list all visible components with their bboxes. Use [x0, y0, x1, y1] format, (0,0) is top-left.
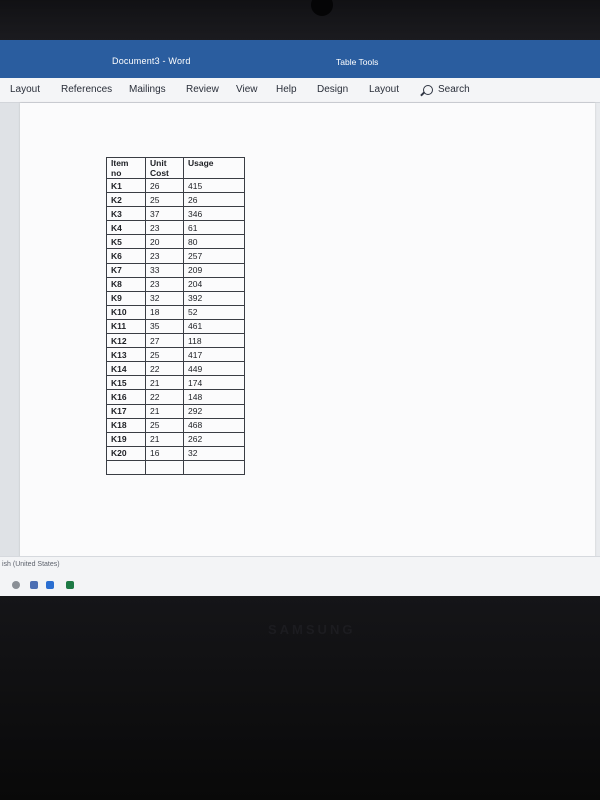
- table-row[interactable]: [107, 432, 245, 446]
- table-row[interactable]: [107, 291, 245, 305]
- cell-item[interactable]: [107, 460, 146, 474]
- cell-item[interactable]: K16: [107, 390, 146, 404]
- tab-help[interactable]: Help: [276, 84, 297, 95]
- search-tab[interactable]: Search: [438, 84, 470, 95]
- cell-usage[interactable]: 174: [184, 376, 245, 390]
- cell-usage[interactable]: 449: [184, 362, 245, 376]
- cell-cost[interactable]: 33: [146, 263, 184, 277]
- cell-cost[interactable]: 22: [146, 390, 184, 404]
- cell-item[interactable]: K14: [107, 362, 146, 376]
- inventory-table[interactable]: [106, 157, 245, 475]
- cell-cost[interactable]: 26: [146, 179, 184, 193]
- left-margin-strip: [0, 103, 20, 596]
- cell-cost[interactable]: 25: [146, 418, 184, 432]
- document-title: Document3 - Word: [112, 56, 191, 66]
- cell-usage[interactable]: 468: [184, 418, 245, 432]
- cell-usage[interactable]: 415: [184, 179, 245, 193]
- table-row[interactable]: [107, 221, 245, 235]
- cell-cost[interactable]: 23: [146, 221, 184, 235]
- table-row[interactable]: [107, 404, 245, 418]
- cell-usage[interactable]: 26: [184, 193, 245, 207]
- edge-icon[interactable]: [12, 581, 20, 589]
- table-row[interactable]: [107, 263, 245, 277]
- status-bar: [0, 556, 600, 597]
- document-area: [0, 103, 600, 596]
- tab-references[interactable]: References: [61, 84, 113, 95]
- cell-item[interactable]: K11: [107, 319, 146, 333]
- cell-cost[interactable]: 32: [146, 291, 184, 305]
- cell-item[interactable]: K9: [107, 291, 146, 305]
- table-header-row: [107, 158, 245, 179]
- cell-usage[interactable]: 262: [184, 432, 245, 446]
- monitor-bezel-top: [0, 0, 600, 40]
- cell-usage[interactable]: 204: [184, 277, 245, 291]
- table-row[interactable]: [107, 249, 245, 263]
- cell-cost[interactable]: 20: [146, 235, 184, 249]
- document-page[interactable]: [20, 103, 595, 596]
- cell-cost[interactable]: 23: [146, 249, 184, 263]
- table-tools-label: Table Tools: [336, 57, 379, 67]
- language-status[interactable]: ish (United States): [2, 561, 60, 568]
- cell-item[interactable]: K6: [107, 249, 146, 263]
- cell-cost[interactable]: 21: [146, 404, 184, 418]
- cell-usage[interactable]: 461: [184, 319, 245, 333]
- header-item-no: Item no: [107, 158, 146, 179]
- excel-icon[interactable]: [66, 581, 74, 589]
- webcam: [311, 0, 333, 16]
- tab-mailings[interactable]: Mailings: [129, 84, 166, 95]
- cell-cost[interactable]: [146, 460, 184, 474]
- monitor-bezel-bottom: [0, 596, 600, 800]
- cell-item[interactable]: K15: [107, 376, 146, 390]
- cell-usage[interactable]: 118: [184, 334, 245, 348]
- header-unit-cost: Unit Cost: [146, 158, 184, 179]
- cell-cost[interactable]: 27: [146, 334, 184, 348]
- table-row[interactable]: [107, 446, 245, 460]
- brand-logo: SAMSUNG: [268, 622, 356, 637]
- cell-cost[interactable]: 18: [146, 305, 184, 319]
- cell-item[interactable]: K13: [107, 348, 146, 362]
- cell-usage[interactable]: 148: [184, 390, 245, 404]
- table-row[interactable]: [107, 418, 245, 432]
- cell-usage[interactable]: 417: [184, 348, 245, 362]
- cell-item[interactable]: K5: [107, 235, 146, 249]
- table-row[interactable]: [107, 376, 245, 390]
- cell-item[interactable]: K3: [107, 207, 146, 221]
- tab-review[interactable]: Review: [186, 84, 219, 95]
- cell-item[interactable]: K19: [107, 432, 146, 446]
- cell-cost[interactable]: 21: [146, 376, 184, 390]
- cell-usage[interactable]: 392: [184, 291, 245, 305]
- table-row[interactable]: [107, 362, 245, 376]
- table-row[interactable]: [107, 305, 245, 319]
- cell-usage[interactable]: 61: [184, 221, 245, 235]
- tab-table-layout[interactable]: Layout: [369, 84, 400, 95]
- cell-usage[interactable]: [184, 460, 245, 474]
- cell-cost[interactable]: 25: [146, 348, 184, 362]
- cell-usage[interactable]: 52: [184, 305, 245, 319]
- cell-item[interactable]: K18: [107, 418, 146, 432]
- cell-cost[interactable]: 23: [146, 277, 184, 291]
- table-row[interactable]: [107, 179, 245, 193]
- cell-usage[interactable]: 209: [184, 263, 245, 277]
- tab-design[interactable]: Design: [317, 84, 349, 95]
- table-row[interactable]: [107, 334, 245, 348]
- cell-cost[interactable]: 37: [146, 207, 184, 221]
- cell-cost[interactable]: 22: [146, 362, 184, 376]
- cell-item[interactable]: K4: [107, 221, 146, 235]
- cell-cost[interactable]: 16: [146, 446, 184, 460]
- cell-item[interactable]: K17: [107, 404, 146, 418]
- cell-item[interactable]: K10: [107, 305, 146, 319]
- tab-view[interactable]: View: [236, 84, 258, 95]
- table-row[interactable]: [107, 348, 245, 362]
- cell-usage[interactable]: 80: [184, 235, 245, 249]
- cell-usage[interactable]: 257: [184, 249, 245, 263]
- header-usage: Usage: [184, 158, 245, 179]
- cell-item[interactable]: K12: [107, 334, 146, 348]
- cell-item[interactable]: K7: [107, 263, 146, 277]
- search-icon[interactable]: [423, 85, 433, 95]
- cell-item[interactable]: K2: [107, 193, 146, 207]
- store-icon[interactable]: [30, 581, 38, 589]
- cell-cost[interactable]: 21: [146, 432, 184, 446]
- table-row[interactable]: [107, 319, 245, 333]
- cell-cost[interactable]: 25: [146, 193, 184, 207]
- mail-icon[interactable]: [46, 581, 54, 589]
- title-bar: [0, 40, 600, 78]
- tab-layout[interactable]: Layout: [10, 84, 41, 95]
- table-row[interactable]: [107, 390, 245, 404]
- ribbon-tabs: [0, 78, 600, 103]
- screen: [0, 40, 600, 596]
- cell-usage[interactable]: 346: [184, 207, 245, 221]
- cell-item[interactable]: K1: [107, 179, 146, 193]
- cell-usage[interactable]: 292: [184, 404, 245, 418]
- table-row[interactable]: [107, 193, 245, 207]
- cell-item[interactable]: K20: [107, 446, 146, 460]
- table-row[interactable]: [107, 207, 245, 221]
- cell-cost[interactable]: 35: [146, 319, 184, 333]
- cell-item[interactable]: K8: [107, 277, 146, 291]
- cell-usage[interactable]: 32: [184, 446, 245, 460]
- table-row[interactable]: [107, 235, 245, 249]
- table-row[interactable]: [107, 277, 245, 291]
- table-row[interactable]: [107, 460, 245, 474]
